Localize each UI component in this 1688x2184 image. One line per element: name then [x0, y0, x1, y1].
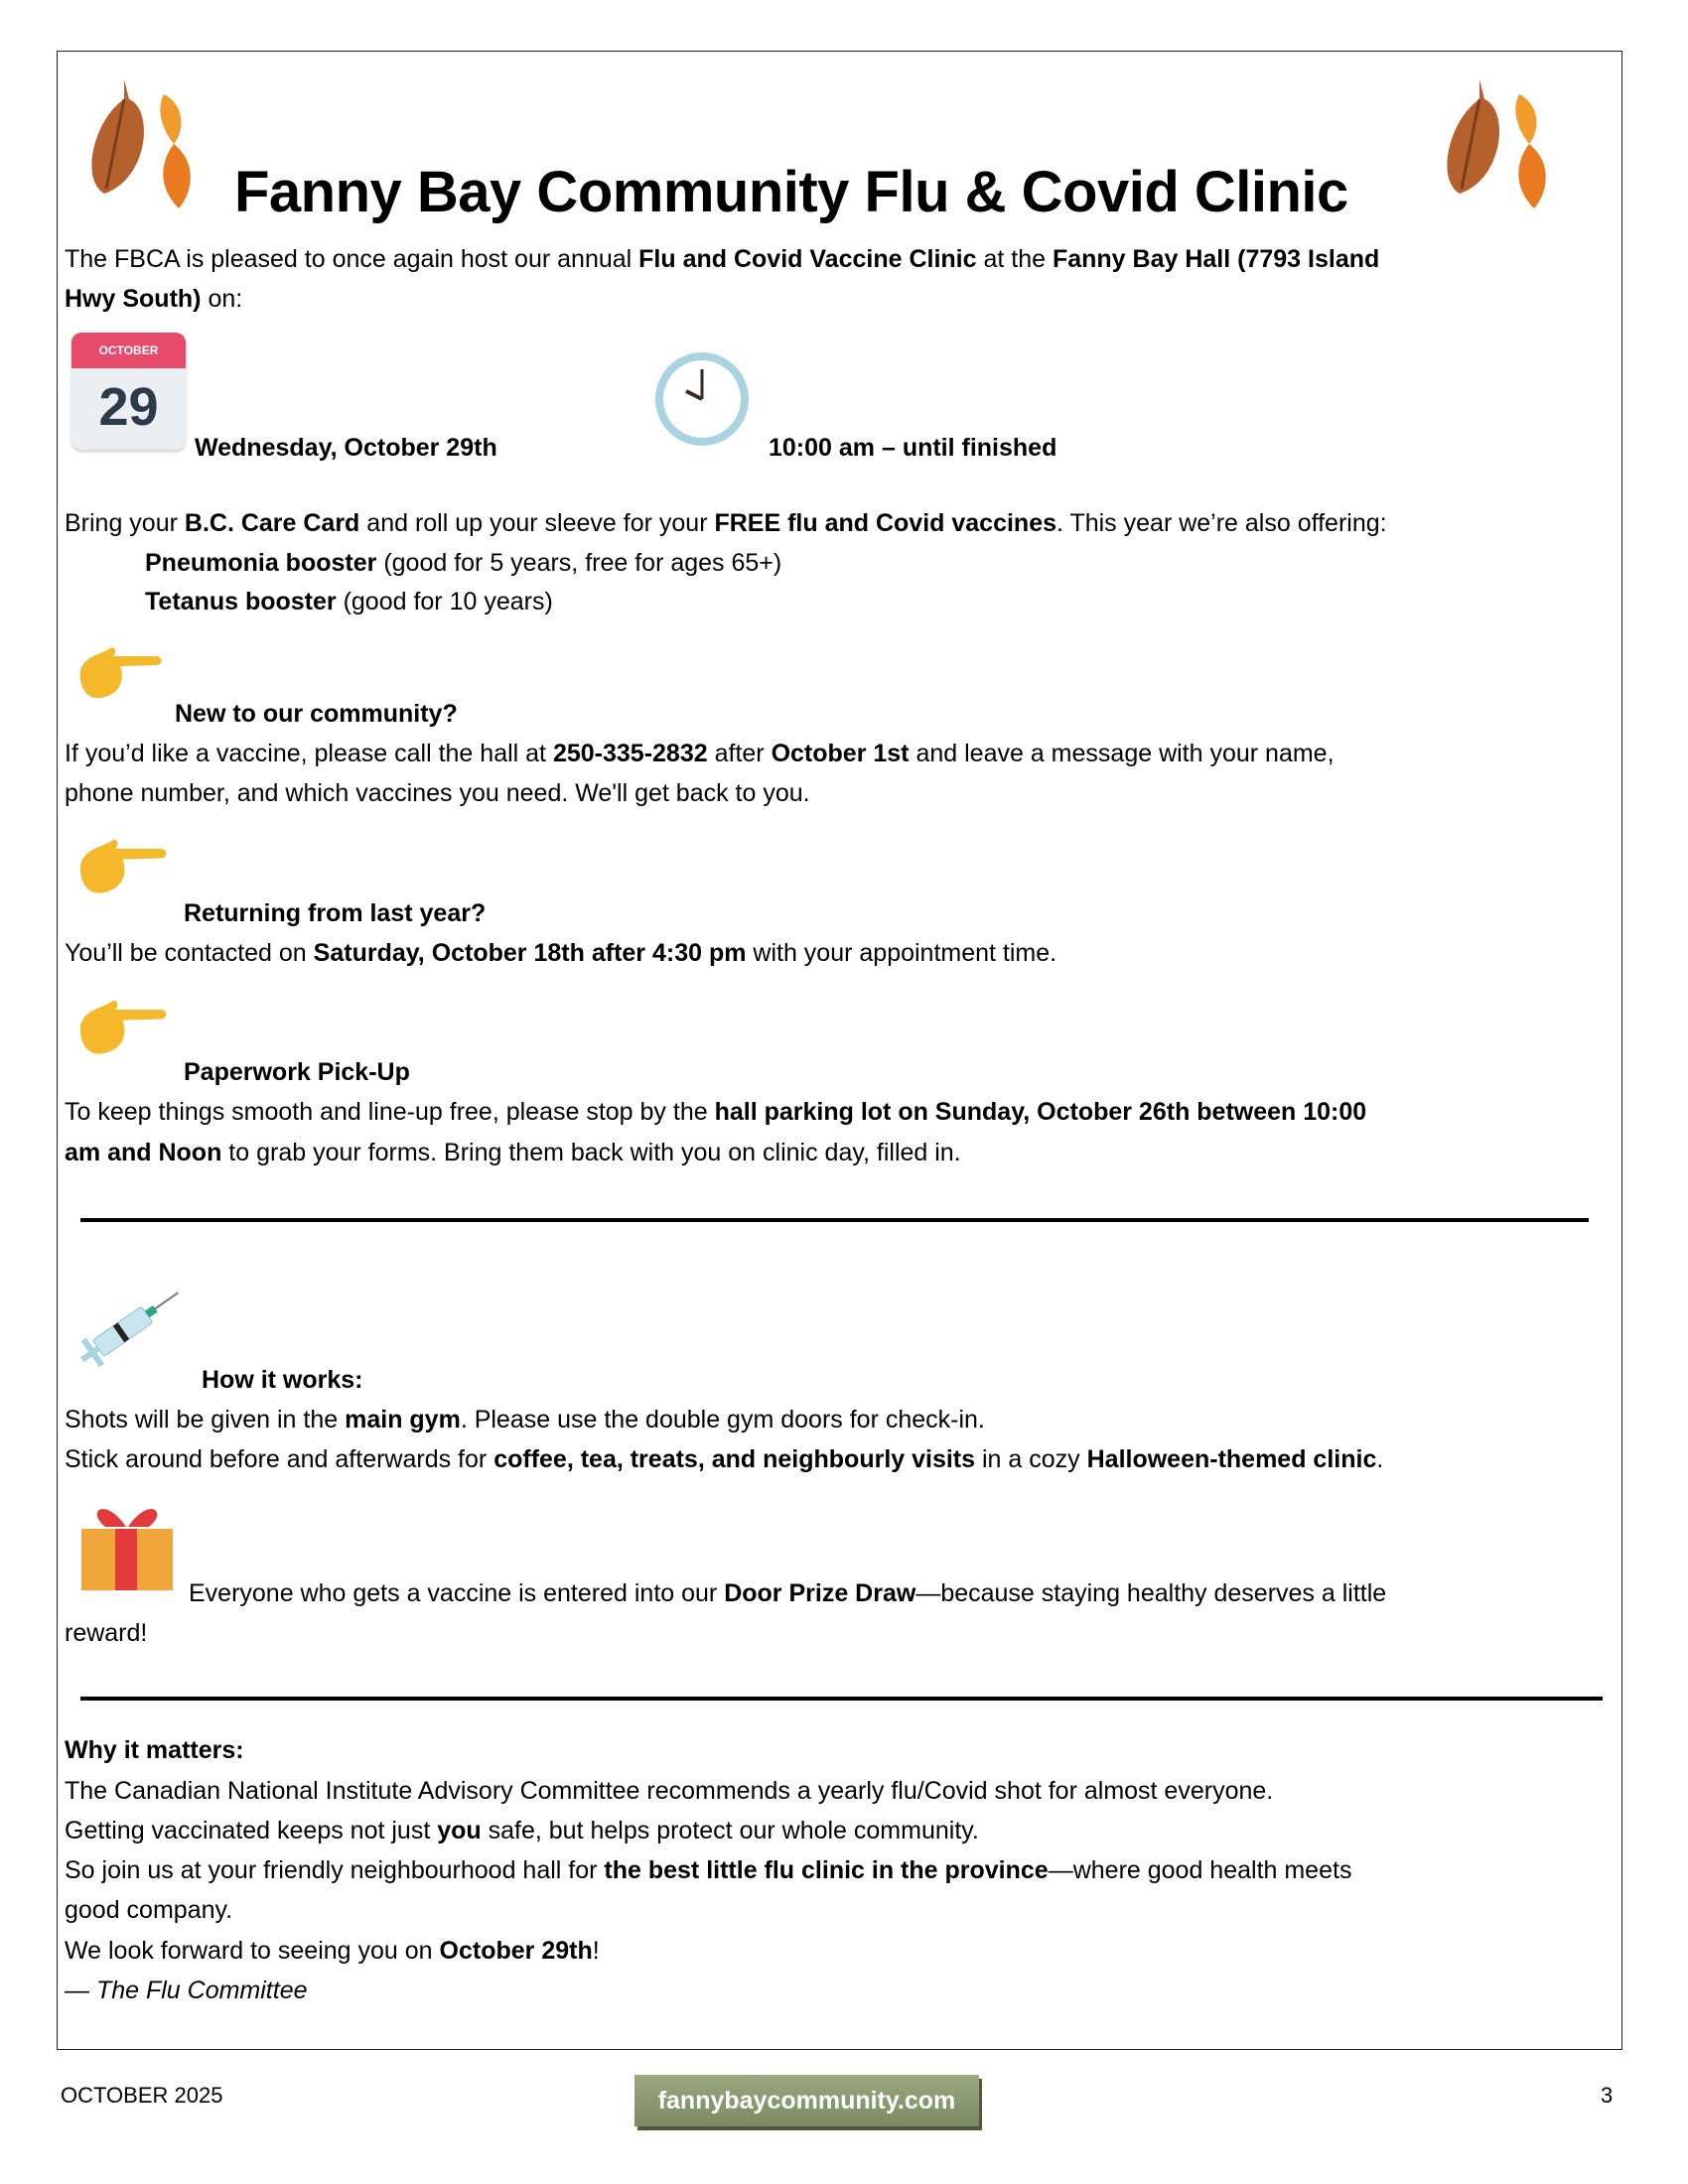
- text: Stick around before and afterwards for: [65, 1445, 494, 1473]
- text: with your appointment time.: [746, 939, 1057, 967]
- bold-text: Tetanus booster: [145, 588, 337, 615]
- paragraph-line: [65, 777, 810, 809]
- autumn-leaves-icon: [1430, 69, 1579, 218]
- text: Getting vaccinated keeps not just: [65, 1817, 438, 1844]
- divider: [80, 1697, 1603, 1701]
- pointing-hand-icon: [75, 640, 165, 706]
- paragraph-line: [65, 937, 1056, 969]
- why-heading: [65, 1734, 244, 1766]
- text: safe, but helps protect our whole community.: [481, 1817, 979, 1844]
- offer-line: [65, 507, 1387, 539]
- calendar-day: 29: [98, 377, 159, 437]
- divider: [80, 1218, 1589, 1222]
- bold-text: main gym: [345, 1406, 461, 1433]
- text: phone number, and which vaccines you need. We'll get back to you.: [65, 779, 810, 807]
- paragraph-line: [65, 1137, 961, 1168]
- bold-text: 250-335-2832: [552, 740, 708, 767]
- bold-text: Halloween-themed clinic: [1086, 1445, 1377, 1473]
- bold-text: B.C. Care Card: [184, 509, 360, 537]
- website-link[interactable]: fannybaycommunity.com: [634, 2075, 979, 2126]
- text: So join us at your friendly neighbourhood hall for: [65, 1856, 605, 1884]
- section-heading-paperwork: Paperwork Pick-Up: [184, 1058, 410, 1086]
- text: The Canadian National Institute Advisory Committee recommends a yearly flu/Covid shot for almost everyone.: [65, 1777, 1274, 1805]
- text: Bring your: [65, 509, 185, 537]
- bold-text: October 1st: [771, 740, 910, 767]
- why-line: [65, 1815, 979, 1846]
- text: Shots will be given in the: [65, 1406, 346, 1433]
- autumn-leaves-icon: [74, 69, 223, 218]
- why-line: [65, 1894, 232, 1926]
- bold-text: Saturday, October 18th after 4:30 pm: [313, 939, 747, 967]
- pointing-hand-icon: [75, 993, 170, 1062]
- gift-icon: [75, 1491, 179, 1594]
- syringe-icon: [71, 1271, 189, 1382]
- text: .: [1376, 1445, 1384, 1473]
- text: in a cozy: [975, 1445, 1087, 1473]
- text: —where good health meets: [1048, 1856, 1352, 1884]
- paragraph-line: [65, 1404, 985, 1435]
- calendar-icon: [71, 333, 186, 450]
- bold-text: Hwy South): [65, 285, 202, 313]
- paragraph-line: [65, 1096, 1366, 1128]
- clock-icon: [651, 349, 753, 449]
- bold-text: Pneumonia booster: [145, 549, 377, 577]
- bold-text: hall parking lot on Sunday, October 26th between 10:00: [714, 1098, 1367, 1126]
- signature-line: [65, 1975, 308, 2006]
- why-line: [65, 1854, 1351, 1886]
- calendar-month: OCTOBER: [71, 333, 186, 368]
- prize-line: [65, 1617, 147, 1649]
- intro-line: [65, 243, 1379, 275]
- pointing-hand-icon: [75, 832, 170, 901]
- paragraph-line: [65, 1443, 1383, 1475]
- text: after: [707, 740, 772, 767]
- italic-text: — The Flu Committee: [65, 1977, 308, 2004]
- bold-text: Flu and Covid Vaccine Clinic: [638, 245, 977, 273]
- text: . Please use the double gym doors for check-in.: [460, 1406, 985, 1433]
- page-frame: [57, 51, 1622, 2050]
- intro-line: [65, 283, 242, 315]
- footer-date: OCTOBER 2025: [61, 2083, 223, 2108]
- time-text: 10:00 am – until finished: [769, 434, 1057, 462]
- offer-item: [145, 547, 781, 579]
- section-heading-returning: Returning from last year?: [184, 899, 487, 927]
- text: at the: [976, 245, 1053, 273]
- why-line: [65, 1775, 1273, 1807]
- bold-text: the best little flu clinic in the province: [604, 1856, 1049, 1884]
- paragraph-line: [65, 738, 1335, 769]
- text: on:: [201, 285, 243, 313]
- why-line: [65, 1935, 600, 1967]
- text: Everyone who gets a vaccine is entered into our: [189, 1579, 725, 1607]
- date-text: Wednesday, October 29th: [195, 434, 497, 462]
- text: You’ll be contacted on: [65, 939, 314, 967]
- text: . This year we’re also offering:: [1056, 509, 1387, 537]
- section-heading-new: New to our community?: [175, 700, 458, 728]
- text: To keep things smooth and line-up free, please stop by the: [65, 1098, 715, 1126]
- page-number: 3: [1601, 2083, 1614, 2108]
- text: We look forward to seeing you on: [65, 1937, 440, 1965]
- text: !: [592, 1937, 600, 1965]
- bold-text: FREE flu and Covid vaccines: [714, 509, 1057, 537]
- bold-text: you: [437, 1817, 482, 1844]
- text: If you’d like a vaccine, please call the hall at: [65, 740, 553, 767]
- bold-text: coffee, tea, treats, and neighbourly visits: [493, 1445, 976, 1473]
- text: and roll up your sleeve for your: [359, 509, 715, 537]
- bold-text: Fanny Bay Hall (7793 Island: [1052, 245, 1380, 273]
- text: —because staying healthy deserves a little: [915, 1579, 1387, 1607]
- page-title: Fanny Bay Community Flu & Covid Clinic: [234, 160, 1348, 224]
- offer-item: [145, 586, 553, 617]
- prize-line: [189, 1577, 1386, 1609]
- text: and leave a message with your name,: [909, 740, 1335, 767]
- text: The FBCA is pleased to once again host our annual: [65, 245, 639, 273]
- bold-text: am and Noon: [65, 1139, 222, 1166]
- text: reward!: [65, 1619, 148, 1647]
- text: (good for 5 years, free for ages 65+): [376, 549, 782, 577]
- bold-text: October 29th: [439, 1937, 593, 1965]
- section-heading-how: How it works:: [202, 1366, 363, 1394]
- bold-text: Why it matters:: [65, 1736, 244, 1764]
- text: (good for 10 years): [336, 588, 553, 615]
- text: good company.: [65, 1896, 233, 1924]
- text: to grab your forms. Bring them back with you on clinic day, filled in.: [221, 1139, 961, 1166]
- bold-text: Door Prize Draw: [724, 1579, 916, 1607]
